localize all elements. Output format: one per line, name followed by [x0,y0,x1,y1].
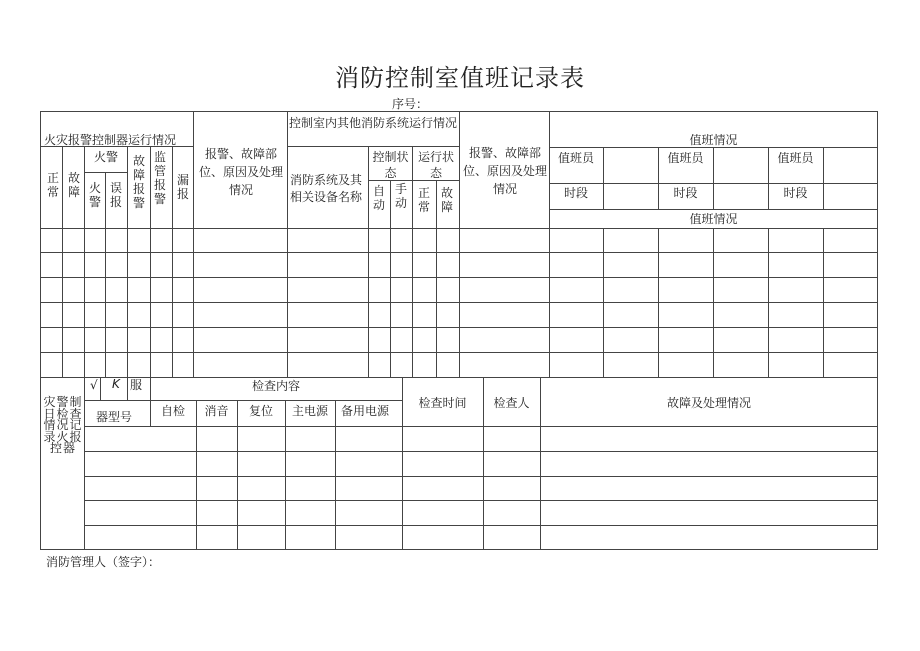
model-header: 器型号 [96,410,133,424]
service-text: 服 [130,378,143,392]
fault-handling-header: 故障及处理情况 [666,396,751,410]
duty-person-label-2: 值班员 [667,151,704,165]
time-slot-label-1: 时段 [563,186,588,200]
fault-alarm-header: 故障报警 [132,154,145,210]
main-power-header: 主电源 [291,404,328,418]
reset-header: 复位 [248,404,273,418]
time-slot-label-3: 时段 [783,186,808,200]
duty-status2-header: 值班情况 [689,212,738,226]
run-normal-header: 正常 [417,186,430,214]
run-fault-header: 故障 [440,186,453,214]
fire-alarm-header: 火警 [93,150,118,164]
backup-power-header: 备用电源 [340,404,389,418]
normal-header: 正常 [46,171,59,199]
manager-signature-label: 消防管理人（签字）： [46,555,161,569]
serial-label: 序号： [392,97,429,111]
fire-controller-status-header: 火灾报警控制器运行情况 [44,133,177,147]
false-alarm-header: 误报 [109,181,122,209]
silence-header: 消音 [204,404,229,418]
check-mark-icon: √ [90,378,98,392]
fault-header: 故障 [67,171,80,199]
fire-alarm-sub-header: 火警 [88,181,101,209]
control-state-header: 控制状态 [372,150,409,180]
page-title: 消防控制室值班记录表 [335,64,585,92]
auto-header: 自动 [372,184,385,212]
manual-header: 手动 [394,182,407,210]
check-time-header: 检查时间 [418,396,467,410]
check-content-header: 检查内容 [251,379,300,393]
daily-check-section-label: 灾警制日检查情况记录火报控器 [43,395,83,455]
system-name-header: 消防系统及其相关设备名称 [290,173,363,204]
duty-person-label-1: 值班员 [557,151,594,165]
missed-alarm-header: 漏报 [176,173,189,201]
alarm-fault-info-header: 报警、故障部位、原因及处理情况 [198,147,283,197]
alarm-fault-info2-header: 报警、故障部位、原因及处理情况 [462,146,547,196]
run-state-header: 运行状态 [417,150,454,180]
self-check-header: 自检 [160,404,185,418]
inspector-header: 检查人 [493,396,530,410]
supervise-alarm-header: 监管报警 [153,150,166,206]
time-slot-label-2: 时段 [673,186,698,200]
duty-status-header: 值班情况 [689,133,738,147]
duty-person-label-3: 值班员 [777,151,814,165]
k-mark-text: K [112,377,120,391]
other-systems-status-header: 控制室内其他消防系统运行情况 [288,116,457,130]
